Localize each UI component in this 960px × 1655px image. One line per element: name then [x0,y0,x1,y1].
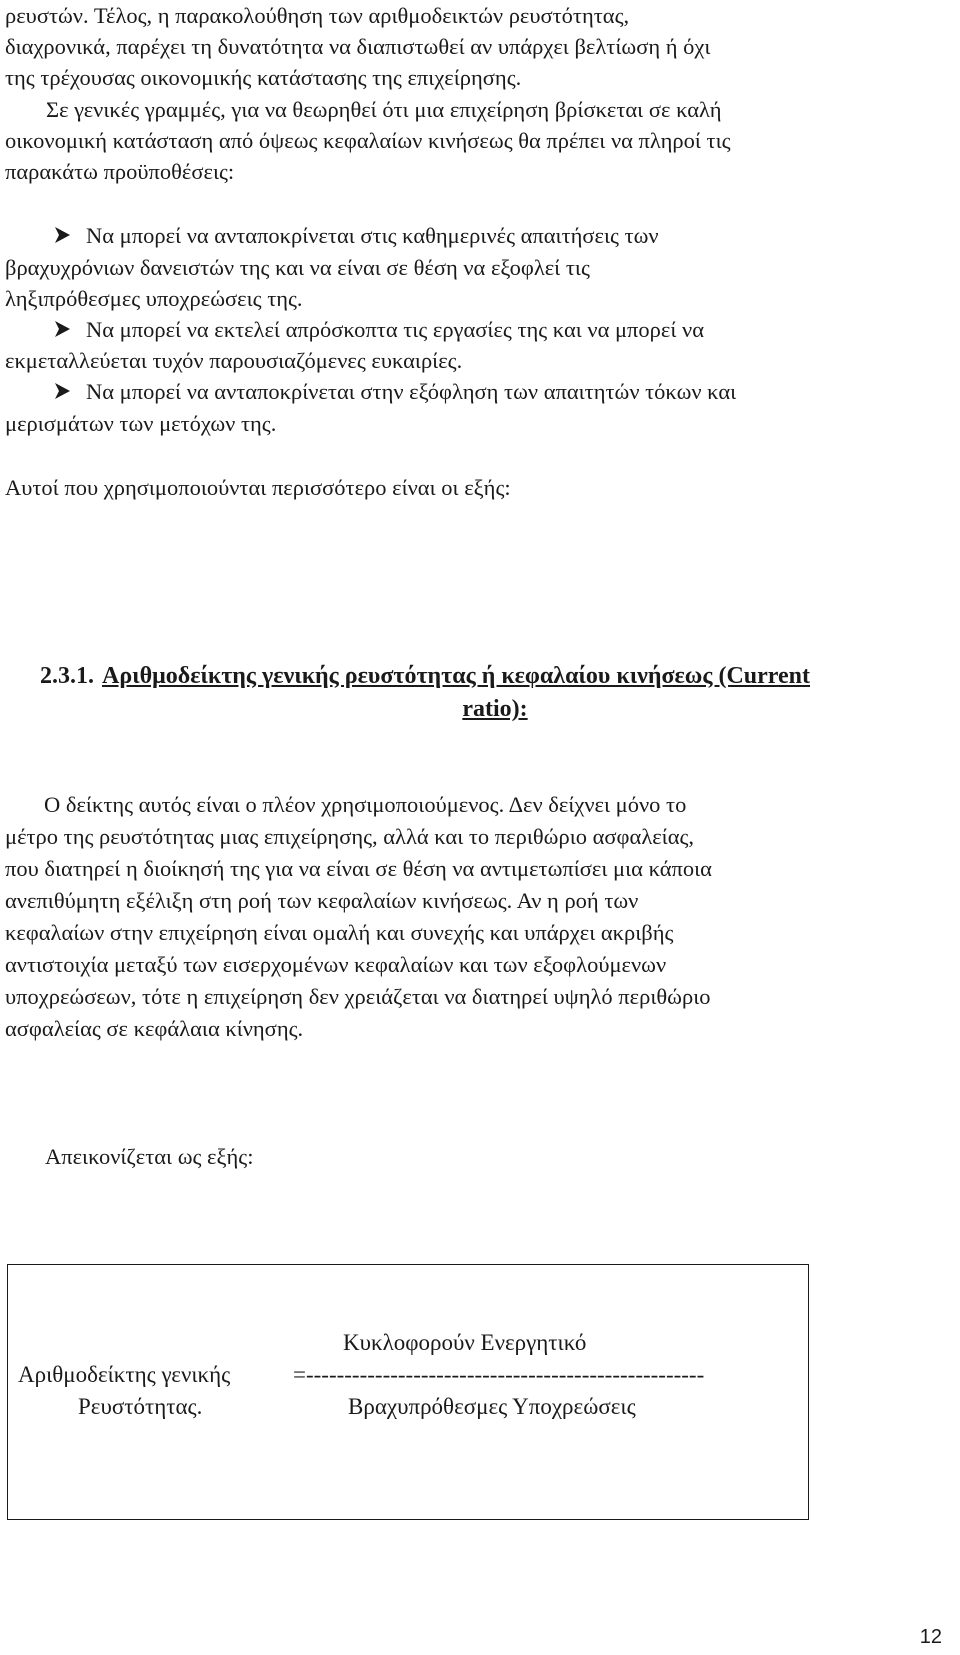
bullet-1-line-2: βραχυχρόνιων δανειστών της και να είναι σε θέση να εξοφλεί τις [5,255,590,280]
bullet-3-line-2: μερισμάτων των μετόχων της. [5,411,277,436]
paragraph-3-line-1: Ο δείκτης αυτός είναι ο πλέον χρησιμοποιούμενος. Δεν δείχνει μόνο το [44,792,687,817]
page-number: 12 [919,1626,942,1648]
paragraph-1-line-2: διαχρονικά, παρέχει τη δυνατότητα να διαπιστωθεί αν υπάρχει βελτίωση ή όχι [5,34,711,59]
formula-denominator: Βραχυπρόθεσμες Υποχρεώσεις [348,1394,636,1419]
paragraph-3-line-7: υποχρεώσεων, τότε η επιχείρηση δεν χρειάζεται να διατηρεί υψηλό περιθώριο [5,984,711,1009]
paragraph-1-line-3: της τρέχουσας οικονομικής κατάστασης της επιχείρησης. [5,65,522,90]
paragraph-2-line-2: οικονομική κατάσταση από όψεως κεφαλαίων κινήσεως θα πρέπει να πληροί τις [5,128,731,153]
paragraph-3-line-8: ασφαλείας σε κεφάλαια κίνησης. [5,1016,304,1041]
arrowhead-bullet-icon [52,220,86,252]
bullet-3-line-1: Να μπορεί να ανταποκρίνεται στην εξόφληση των απαιτητών τόκων και [86,379,737,404]
bullet-1-line-3: ληξιπρόθεσμες υποχρεώσεις της. [5,286,303,311]
paragraph-1-line-1: ρευστών. Τέλος, η παρακολούθηση των αριθμοδεικτών ρευστότητας, [5,3,630,28]
formula-label-line-2: Ρευστότητας. [78,1394,203,1419]
paragraph-3-line-3: που διατηρεί η διοίκησή της για να είναι σε θέση να αντιμετωπίσει μια κάποια [5,856,712,881]
formula-label-line-1: Αριθμοδείκτης γενικής [18,1362,231,1387]
paragraph-3-line-2: μέτρο της ρευστότητας μιας επιχείρησης, αλλά και το περιθώριο ασφαλείας, [5,824,695,849]
paragraph-3-line-5: κεφαλαίων στην επιχείρηση είναι ομαλή και συνεχής και υπάρχει ακριβής [5,920,674,945]
bullet-1-line-1: Να μπορεί να ανταποκρίνεται στις καθημερινές απαιτήσεις των [86,223,659,248]
formula-numerator: Κυκλοφορούν Ενεργητικό [343,1330,587,1355]
bullet-item-1 [52,220,659,252]
bullet-item-3 [52,376,736,408]
paragraph-3-line-4: ανεπιθύμητη εξέλιξη στη ροή των κεφαλαίων κινήσεως. Αν η ροή των [5,888,639,913]
bullet-item-2 [52,314,704,346]
bullet-2-line-1: Να μπορεί να εκτελεί απρόσκοπτα τις εργασίες της και να μπορεί να [86,317,704,342]
formula-intro: Απεικονίζεται ως εξής: [45,1144,254,1169]
bullet-2-line-2: εκμεταλλεύεται τυχόν παρουσιαζόμενες ευκαιρίες. [5,348,463,373]
paragraph-2-line-1: Σε γενικές γραμμές, για να θεωρηθεί ότι μια επιχείρηση βρίσκεται σε καλή [46,97,722,122]
paragraph-3-line-6: αντιστοιχία μεταξύ των εισερχομένων κεφαλαίων και των εξοφλούμενων [5,952,667,977]
section-number: 2.3.1. [40,663,94,689]
paragraph-2-line-3: παρακάτω προϋποθέσεις: [5,159,235,184]
arrowhead-bullet-icon [52,314,86,346]
formula-equals-bar: =---------------------------------------------------- [293,1362,705,1387]
arrowhead-bullet-icon [52,376,86,408]
intro-sentence: Αυτοί που χρησιμοποιούνται περισσότερο είναι οι εξής: [5,475,511,500]
section-title-part-2: ratio): [462,696,528,722]
section-title-part-1: Αριθμοδείκτης γενικής ρευστότητας ή κεφαλαίου κινήσεως (Current [102,663,810,689]
formula-box [7,1264,809,1520]
section-heading [40,660,930,726]
